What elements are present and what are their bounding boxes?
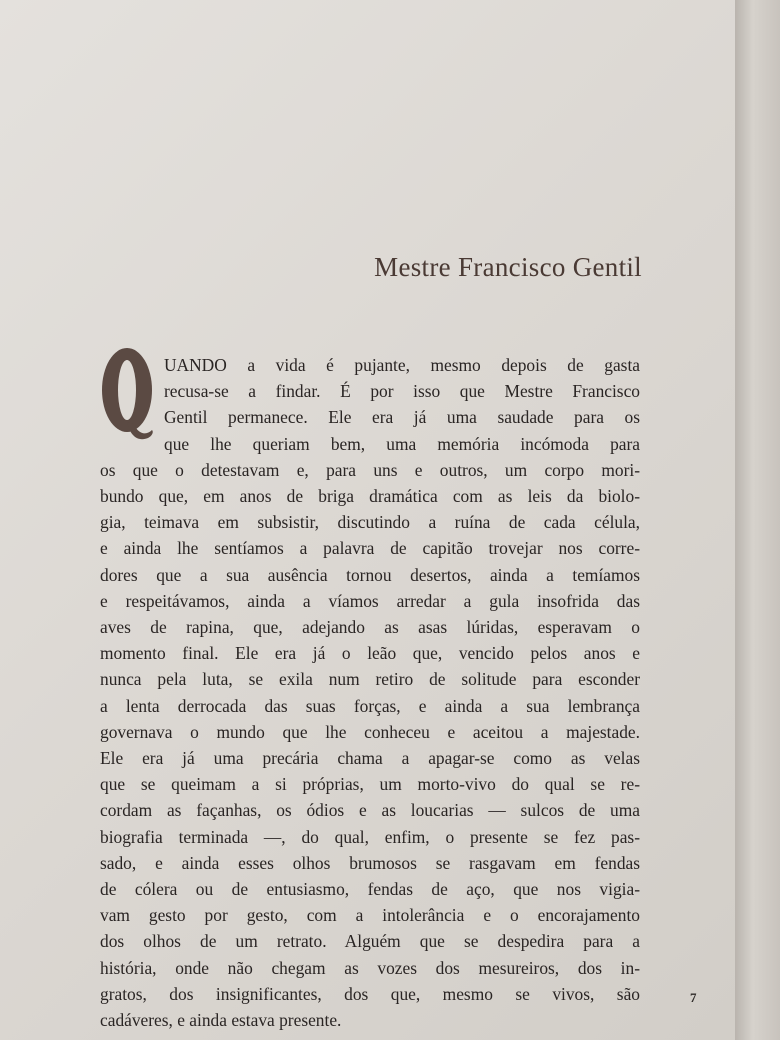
text-line: biografia terminada —, do qual, enfim, o presente se fez pas- <box>100 826 640 847</box>
text-line: UANDO a vida é pujante, mesmo depois de gasta <box>164 355 640 375</box>
body-paragraph <box>100 352 640 1033</box>
text-line: que lhe queriam bem, uma memória incómoda para <box>164 433 640 454</box>
text-line: e respeitávamos, ainda a víamos arredar a gula insofrida das <box>100 590 640 611</box>
text-line: e ainda lhe sentíamos a palavra de capitão trovejar nos corre- <box>100 538 640 559</box>
text-line: aves de rapina, que, adejando as asas lúridas, esperavam o <box>100 617 640 638</box>
text-line: Gentil permanece. Ele era já uma saudade para os <box>164 407 640 428</box>
text-line: vam gesto por gesto, com a intolerância e o encorajamento <box>100 905 640 926</box>
text-line: Ele era já uma precária chama a apagar-se como as velas <box>100 748 640 769</box>
text-line: dores que a sua ausência tornou desertos, ainda a temíamos <box>100 564 640 585</box>
text-line: bundo que, em anos de briga dramática com as leis da biolo- <box>100 486 640 507</box>
text-line: cordam as façanhas, os ódios e as loucarias — sulcos de uma <box>100 800 640 821</box>
text-line: de cólera ou de entusiasmo, fendas de aço, que nos vigia- <box>100 879 640 900</box>
text-line: gia, teimava em subsistir, discutindo a ruína de cada célula, <box>100 512 640 533</box>
chapter-title: Mestre Francisco Gentil <box>374 252 642 282</box>
page-number: 7 <box>690 990 697 1005</box>
text-line: a lenta derrocada das suas forças, e ainda a sua lembrança <box>100 695 640 716</box>
text-line: nunca pela luta, se exila num retiro de solitude para esconder <box>100 669 640 690</box>
text-line: dos olhos de um retrato. Alguém que se despedira para a <box>100 931 640 952</box>
text-line: sado, e ainda esses olhos brumosos se rasgavam em fendas <box>100 852 640 873</box>
text-line: gratos, dos insignificantes, dos que, mesmo se vivos, são <box>100 983 640 1004</box>
text-line: momento final. Ele era já o leão que, vencido pelos anos e <box>100 643 640 664</box>
text-line: história, onde não chegam as vozes dos mesureiros, dos in- <box>100 957 640 978</box>
text-line: recusa-se a findar. É por isso que Mestre Francisco <box>164 381 640 402</box>
text-line: cadáveres, e ainda estava presente. <box>100 1010 342 1031</box>
text-line: que se queimam a si próprias, um morto-vivo do qual se re- <box>100 774 640 795</box>
text-line: os que o detestavam e, para uns e outros, um corpo mori- <box>100 459 640 480</box>
text-line: governava o mundo que lhe conheceu e aceitou a majestade. <box>100 721 640 742</box>
book-edge <box>735 0 780 1040</box>
